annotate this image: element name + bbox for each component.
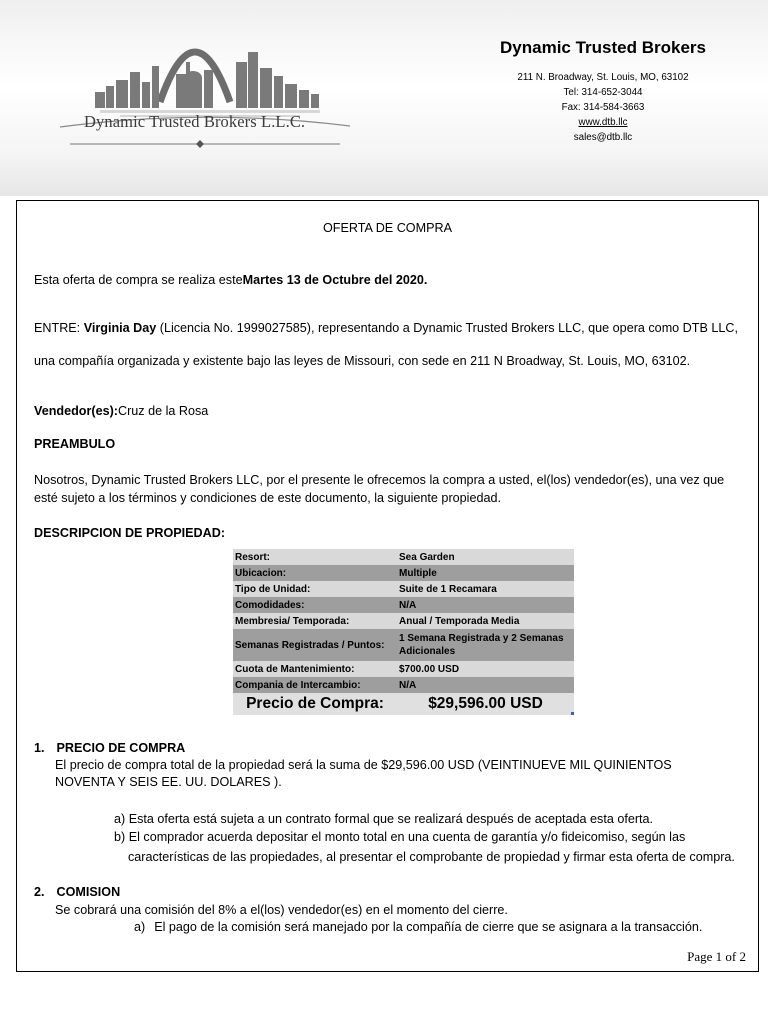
- seller-line: [34, 404, 208, 418]
- item-text: El pago de la comisión será manejado por la compañía de cierre que se asignara a la transacción.: [154, 920, 703, 934]
- row-label: Comodidades:: [233, 597, 397, 613]
- row-value: N/A: [397, 597, 574, 613]
- page-number: Page 1 of 2: [687, 949, 746, 964]
- offer-date: Martes 13 de Octubre del 2020.: [242, 273, 428, 287]
- row-value: Anual / Temporada Media: [397, 613, 574, 629]
- section-2-item-a: [134, 920, 702, 934]
- parties-line-1: [34, 321, 738, 335]
- row-label: Membresia/ Temporada:: [233, 613, 397, 629]
- section-2-heading: [34, 885, 120, 899]
- purchase-price-label: Precio de Compra:: [233, 693, 397, 715]
- between-prefix: ENTRE:: [34, 321, 84, 335]
- property-heading: DESCRIPCION DE PROPIEDAD:: [34, 526, 226, 540]
- company-address: 211 N. Broadway, St. Louis, MO, 63102: [517, 72, 689, 83]
- row-value-line: Adicionales: [399, 646, 456, 657]
- section-1-item-b-line-1: b) El comprador acuerda depositar el monto total en una cuenta de garantía y/o fideicomiso, según las: [114, 830, 686, 844]
- row-value: Suite de 1 Recamara: [397, 581, 574, 597]
- table-row: [233, 629, 574, 661]
- document-page: [16, 200, 759, 972]
- row-label: Semanas Registradas / Puntos:: [233, 629, 397, 661]
- row-value: [397, 629, 574, 661]
- table-row: [233, 677, 574, 693]
- logo-wordmark: Dynamic Trusted Brokers L.L.C.: [84, 112, 306, 131]
- section-1-item-b-line-2: características de las propiedades, al presentar el comprobante de propiedad y firmar esta oferta de compra.: [128, 850, 735, 864]
- row-value: N/A: [397, 677, 574, 693]
- row-value-line: 1 Semana Registrada y 2 Semanas: [399, 633, 564, 644]
- row-value: Sea Garden: [397, 549, 574, 565]
- section-number: 2.: [34, 885, 45, 899]
- table-row: [233, 581, 574, 597]
- section-number: 1.: [34, 741, 45, 755]
- company-fax: Fax: 314-584-3663: [561, 102, 645, 113]
- section-1-heading: [34, 741, 185, 755]
- row-label: Cuota de Mantenimiento:: [233, 661, 397, 677]
- offer-date-line: [34, 273, 427, 287]
- row-label: Tipo de Unidad:: [233, 581, 397, 597]
- offer-date-prefix: Esta oferta de compra se realiza este: [34, 273, 243, 287]
- property-table: [233, 549, 574, 715]
- table-row: [233, 613, 574, 629]
- section-1-line-2: NOVENTA Y SEIS EE. UU. DOLARES ).: [55, 775, 282, 789]
- company-name: Dynamic Trusted Brokers: [500, 38, 706, 57]
- letterhead: [0, 0, 768, 196]
- company-email[interactable]: sales@dtb.llc: [573, 132, 633, 143]
- section-2-line-1: Se cobrará una comisión del 8% a el(los) vendedor(es) en el momento del cierre.: [55, 903, 508, 917]
- row-label: Ubicacion:: [233, 565, 397, 581]
- table-row: [233, 597, 574, 613]
- parties-line-2: una compañía organizada y existente bajo las leyes de Missouri, con sede en 211 N Broadway, St. Louis, MO, 63102.: [34, 354, 691, 368]
- row-value: Multiple: [397, 565, 574, 581]
- seller-label: Vendedor(es):: [34, 404, 118, 418]
- seller-name: Cruz de la Rosa: [117, 404, 209, 418]
- agent-name: Virginia Day: [83, 321, 157, 335]
- company-contact-block: [478, 38, 728, 145]
- section-title: COMISION: [56, 885, 121, 899]
- section-1-line-1: El precio de compra total de la propiedad será la suma de $29,596.00 USD (VEINTINUEVE MIL QUINIENTOS: [55, 758, 672, 772]
- company-tel: Tel: 314-652-3044: [563, 87, 643, 98]
- item-marker: a): [134, 920, 146, 934]
- row-label: Resort:: [233, 549, 397, 565]
- preamble-heading: PREAMBULO: [34, 437, 116, 451]
- purchase-price-row: [233, 693, 574, 715]
- preamble-line-1: Nosotros, Dynamic Trusted Brokers LLC, por el presente le ofrecemos la compra a usted, el(los) vendedor(es), una vez que: [34, 473, 725, 487]
- table-row: [233, 549, 574, 565]
- company-logo: [40, 22, 370, 152]
- row-label: Compania de Intercambio:: [233, 677, 397, 693]
- table-row: [233, 565, 574, 581]
- company-website-link[interactable]: www.dtb.llc: [578, 117, 628, 128]
- document-title: OFERTA DE COMPRA: [323, 221, 452, 235]
- row-value: $700.00 USD: [397, 661, 574, 677]
- section-title: PRECIO DE COMPRA: [56, 741, 186, 755]
- preamble-line-2: esté sujeto a los términos y condiciones de este documento, la siguiente propiedad.: [34, 491, 501, 505]
- between-rest: (Licencia No. 1999027585), representando a Dynamic Trusted Brokers LLC, que opera como DTB LLC,: [156, 321, 738, 335]
- purchase-price-value: $29,596.00 USD: [397, 693, 574, 715]
- table-row: [233, 661, 574, 677]
- section-1-item-a: a) Esta oferta está sujeta a un contrato formal que se realizará después de aceptada esta oferta.: [114, 812, 654, 826]
